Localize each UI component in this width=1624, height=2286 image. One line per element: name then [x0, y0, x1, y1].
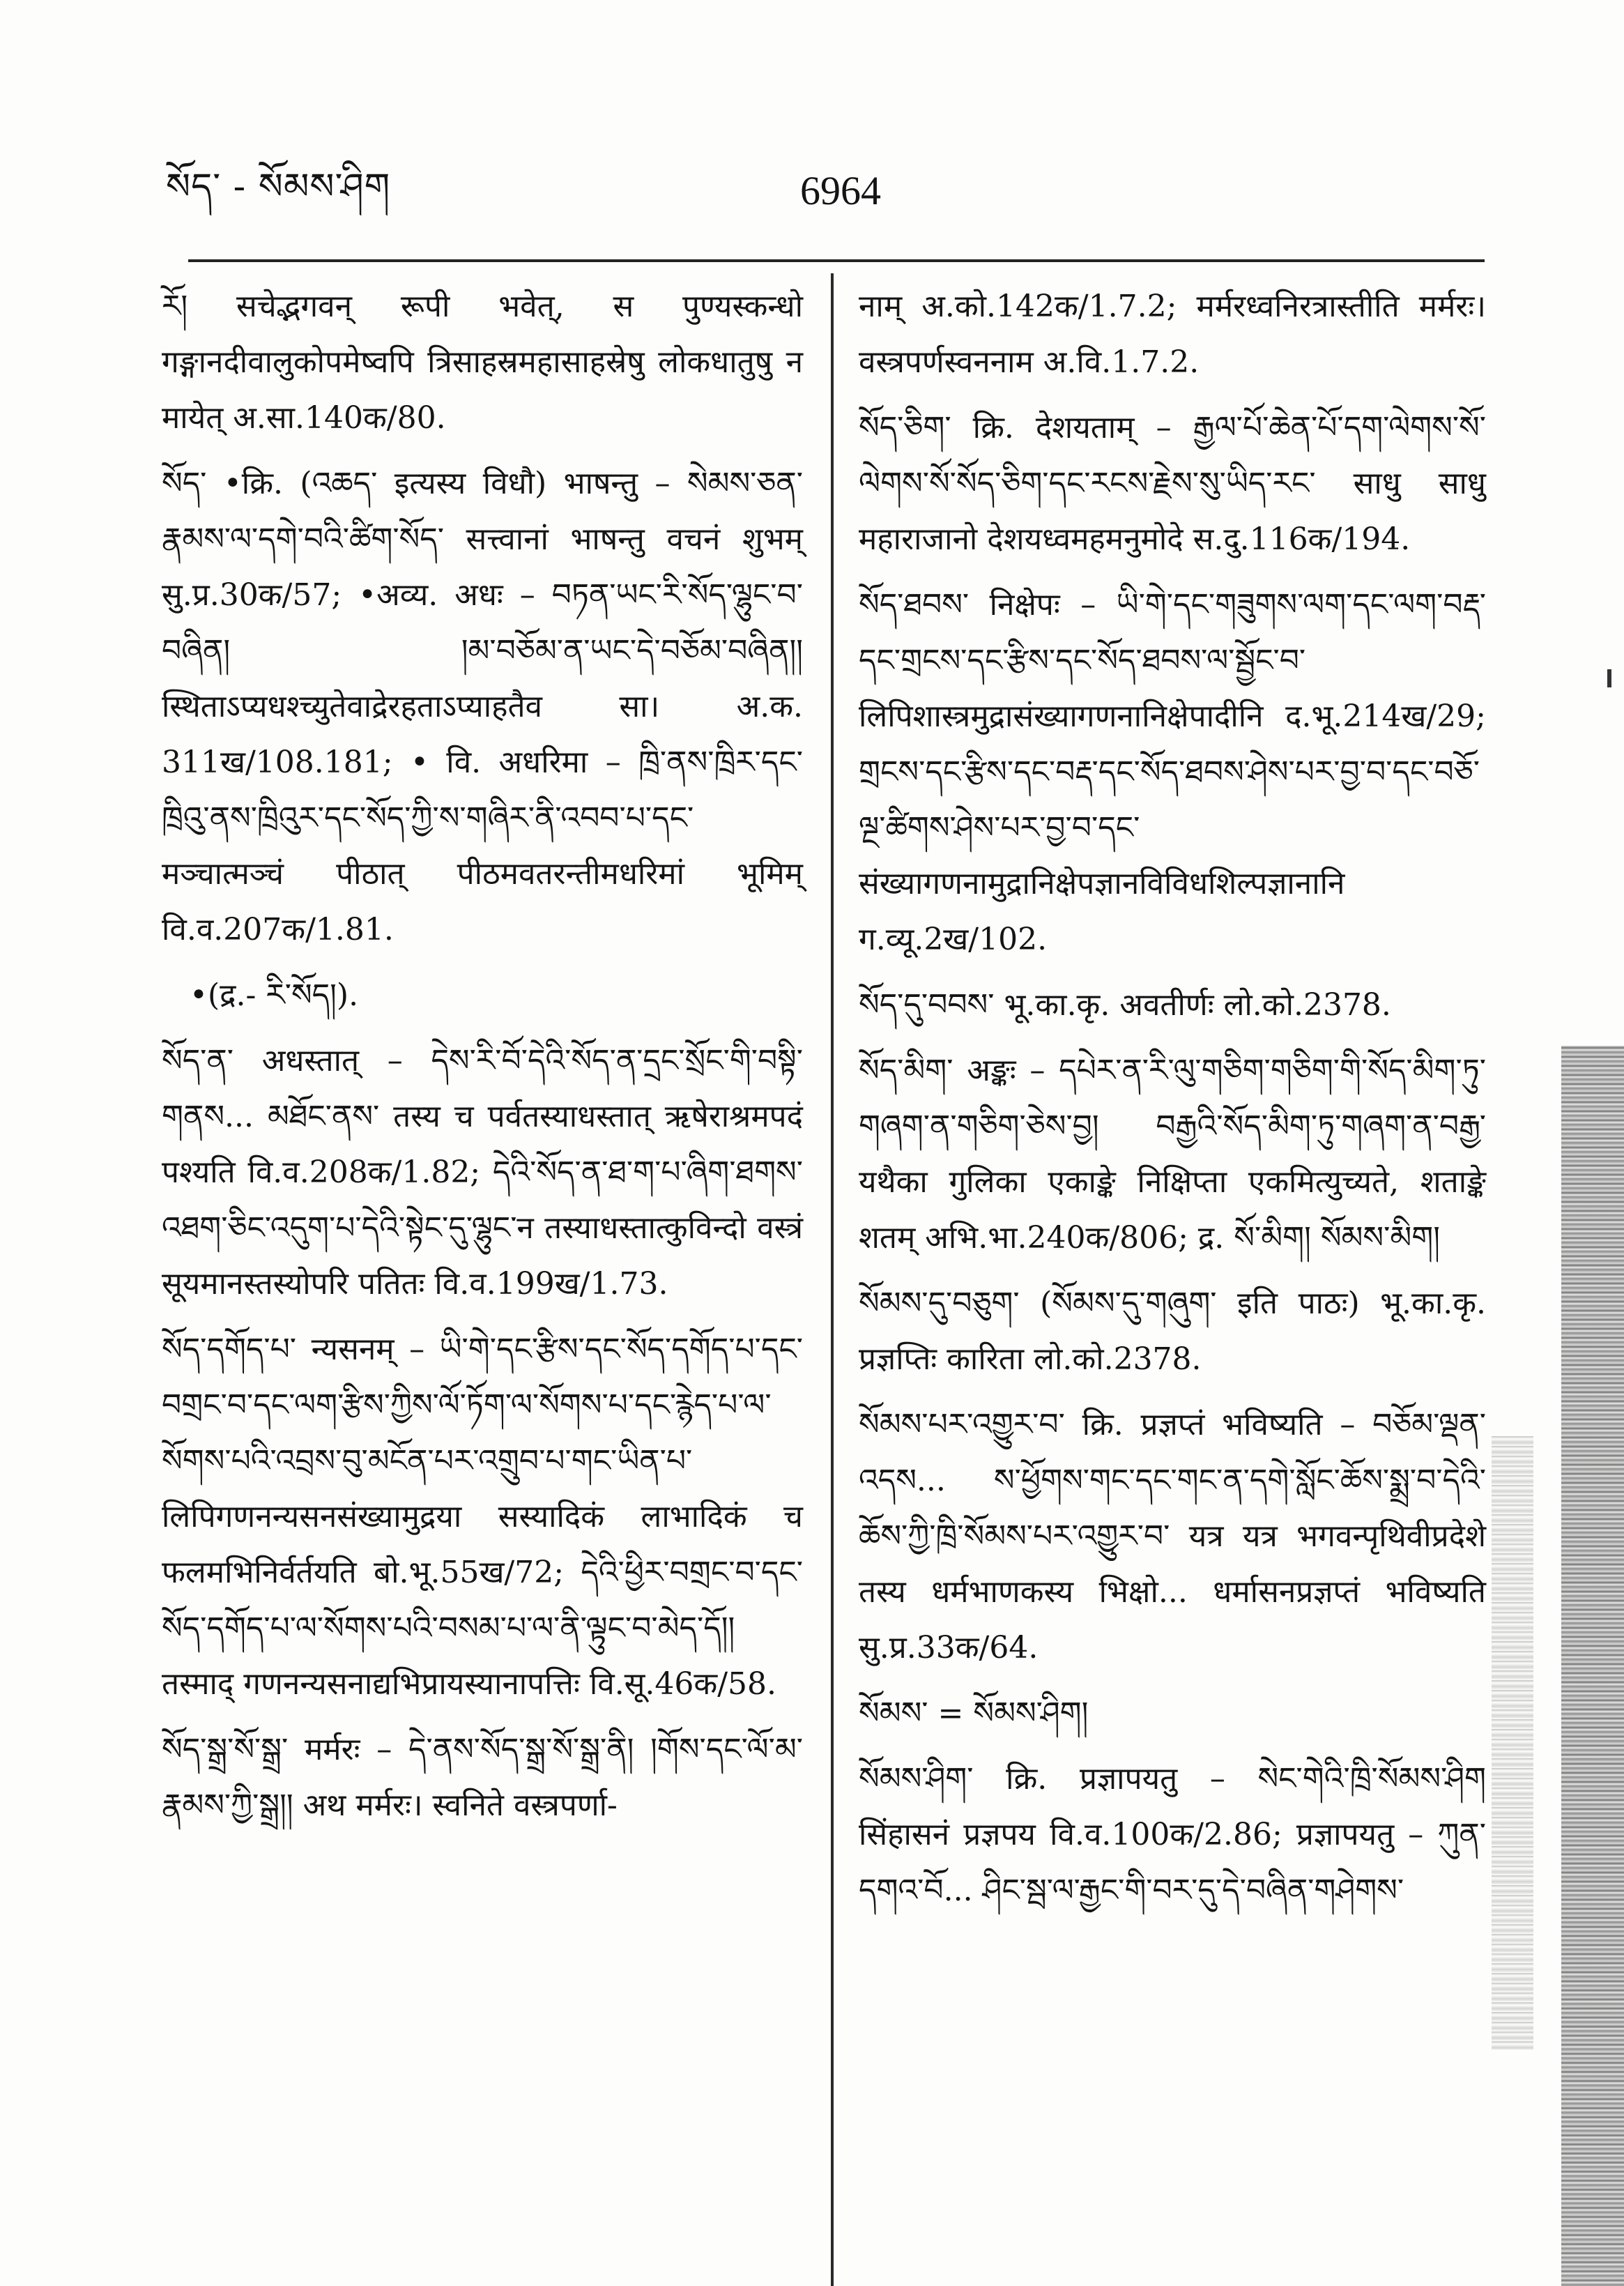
- entry-continuation-right: नाम् अ.को.142क/1.7.2; मर्मरध्वनिरत्रास्तीति मर्मरः। वस्त्रपर्णस्वननाम अ.वि.1.7.2.: [859, 289, 1486, 380]
- entry-soms-par-gyur-ba: སོམས་པར་འགྱུར་བ་ क्रि. प्रज्ञप्तं भविष्यति – བཅོམ་ལྡན་འདས... ས་ཕྱོགས་གང་དང་གང་ན་དགེ་སློང་ཆོས་སྨྲ་བ་དེའི་ཆོས་ཀྱི་ཁྲི་སོམས་པར་འགྱུར་བ་ यत्र यत्र भगवन्पृथिवीप्रदेशे तस्य धर्मभाणकस्य भिक्षो... धर्मासनप्रज्ञप्तं भविष्यति सु.प्र.33क/64.: [859, 1407, 1486, 1666]
- entry-sod-mig: སོད་མིག་ अङ्कः – དཔེར་ན་རི་ལུ་གཅིག་གཅིག་གི་སོད་མིག་ཏུ་གཞག་ན་གཅིག་ཅེས་བྱ། བརྒྱའི་སོད་མིག་ཏུ་གཞག་ན་བརྒྱ་ यथैका गुलिका एकाङ्के निक्षिप्ता एकमित्युच्यते, शताङ्के शतम् अभि.भा.240क/806; द्र. སོ་མིག། སོམས་མིག།: [859, 1053, 1486, 1256]
- entry-soms-shig: སོམས་ཤིག་ क्रि. प्रज्ञापयतु – སེང་གེའི་ཁྲི་སོམས་ཤིག सिंहासनं प्रज्ञपय वि.व.100क/2.86; प्रज्ञापयतु – ཀུན་དགའ་བོ... ཤིང་སྦ་ལ་རྒྱང་གི་བར་དུ་དེ་བཞིན་གཤེགས་: [859, 1761, 1486, 1908]
- right-column: [859, 279, 1486, 1928]
- entry-sod-na: སོད་ན་ अधस्तात् – དེས་རི་བོ་དེའི་སོད་ན་དྲང་སྲོང་གི་བསྟི་གནས... མཐོང་ནས་ तस्य च पर्वतस्याधस्तात् ऋषेराश्रमपदं पश्यति वि.व.208क/1.82; དེའི་སོད་ན་ཐ་ག་པ་ཞིག་ཐགས་འཐག་ཅིང་འདུག་པ་དེའི་སྟེང་དུ་ལྷུང་न तस्याधस्तात्कुविन्दो वस्त्रं सूयमानस्तस्योपरि पतितः वि.व.199ख/1.73.: [162, 1043, 803, 1302]
- scan-noise-artifact: [1492, 1436, 1533, 2050]
- page-number: 6964: [800, 168, 881, 213]
- entry-continuation: རོ། सचेद्भगवन् रूपी भवेत्, स पुण्यस्कन्धो गङ्गानदीवालुकोपमेष्वपि त्रिसाहस्रमहासाहस्रेषु लोकधातुषु न मायेत् अ.सा.140क/80.: [162, 289, 803, 436]
- entry-sod-du-babs: སོད་དུ་བབས་ भू.का.कृ. अवतीर्णः लो.को.2378.: [859, 987, 1391, 1023]
- entry-sod: སོད་ •क्रि. (འཆད་ इत्यस्य विधौ) भाषन्तु – སེམས་ཅན་རྣམས་ལ་དགེ་བའི་ཚིག་སོད་ सत्त्वानां भाषन्तु वचनं शुभम् सु.प्र.30क/57; •अव्य. अधः – བཏན་ཡང་རི་སོད་ལྷུང་བ་བཞིན། །མ་བཅོམ་ན་ཡང་དེ་བཅོམ་བཞིན།། स्थिताऽप्यधश्च्युतेवाद्रेरहताऽप्याहतैव सा। अ.क. 311ख/108.181; • वि. अधरिमा – ཁྲི་ནས་ཁྲིར་དང་ཁྲིའུ་ནས་ཁྲིའུར་དང་སོད་ཀྱི་ས་གཞིར་ནི་འབབ་པ་དང་ मञ्चात्मञ्चं पीठात् पीठमवतरन्तीमधरिमां भूमिम् वि.व.207क/1.81.: [162, 466, 803, 947]
- entry-soms: སོམས་ = སོམས་ཤིག།: [859, 1696, 1089, 1731]
- entry-sod-sgra: སོད་སྒྲ་སོ་སྒྲ་ मर्मरः – དེ་ནས་སོད་སྒྲ་སོ་སྒྲ་ནི། །གོས་དང་ལོ་མ་རྣམས་ཀྱི་སྒྲ།། अथ मर्मरः। स्वनिते वस्त्रपर्णा-: [162, 1732, 803, 1823]
- header-guide-words: སོད་ - སོམས་ཤིག: [166, 166, 391, 208]
- header-rule: [188, 259, 1485, 262]
- entry-sod-dgod-pa: སོད་དགོད་པ་ न्यसनम् – ཡི་གེ་དང་རྩིས་དང་སོད་དགོད་པ་དང་བགྲང་བ་དང་ལག་རྩིས་ཀྱིས་ལོ་ཏོག་ལ་སོགས་པ་དང་རྙེད་པ་ལ་སོགས་པའི་འབྲས་བུ་མངོན་པར་འགྲུབ་པ་གང་ཡིན་པ་ लिपिगणनन्यसनसंख्यामुद्रया सस्यादिकं लाभादिकं च फलमभिनिर्वर्तयति बो.भू.55ख/72; དེའི་ཕྱིར་བགྲང་བ་དང་སོད་དགོད་པ་ལ་སོགས་པའི་བསམ་པ་ལ་ནི་ལྟུང་བ་མེད་དོ།། तस्माद् गणनन्यसनाद्यभिप्रायस्यानापत्तिः वि.सू.46क/58.: [162, 1332, 804, 1702]
- entry-sod-cig: སོད་ཅིག་ क्रि. देशयताम् – རྒྱལ་པོ་ཆེན་པོ་དག་ལེགས་སོ་ལེགས་སོ་སོད་ཅིག་དང་རངས་རྗེས་སུ་ཡིད་རང་ साधु साधु महाराजानो देशयध्वमहमनुमोदे स.दु.116क/194.: [859, 410, 1486, 557]
- entry-soms-du-bcug: སོམས་དུ་བཅུག་ (སོམས་དུ་གཞུག་ इति पाठः) भू.का.कृ. प्रज्ञप्तिः कारिता लो.को.2378.: [859, 1286, 1486, 1377]
- scan-edge-artifact: [1561, 1046, 1624, 2286]
- left-column: [162, 279, 803, 1843]
- margin-mark: [1607, 669, 1611, 687]
- entry-sod-thabs: སོད་ཐབས་ निक्षेपः – ཡི་གེ་དང་གཟུགས་ལག་དང་ལག་བརྡ་དང་གྲངས་དང་རྩིས་དང་སོད་ཐབས་ལ་སྦྱོང་བ་ लिपिशास्त्रमुद्रासंख्यागणनानिक्षेपादीनि द.भू.214ख/29; གྲངས་དང་རྩིས་དང་བརྡ་དང་སོད་ཐབས་ཤེས་པར་བྱ་བ་དང་བཅོ་ལྔ་ཚིགས་ཤེས་པར་བྱ་བ་དང་ संख्यागणनामुद्रानिक्षेपज्ञानविविधशिल्पज्ञानानि ग.व्यू.2ख/102.: [859, 587, 1486, 957]
- cross-reference: •(द्र.- རི་སོད།).: [190, 977, 359, 1013]
- column-divider: [831, 273, 834, 2286]
